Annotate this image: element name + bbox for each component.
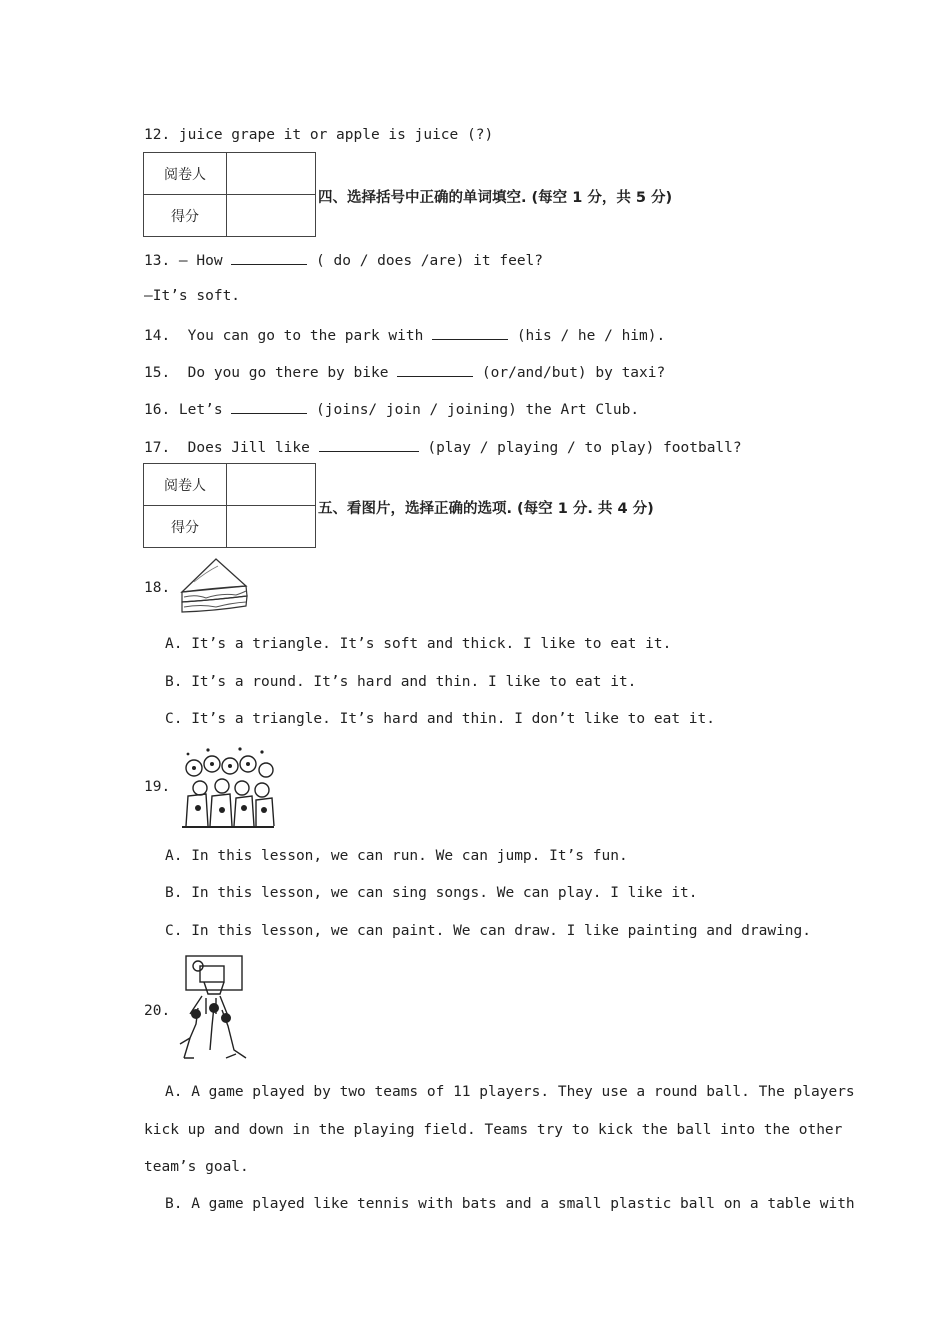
score-table-section4 <box>143 152 316 237</box>
question-13-response: —It’s soft. <box>144 288 241 304</box>
answer-blank[interactable] <box>319 437 419 452</box>
q18-option-c: C. It’s a triangle. It’s hard and thin. I don’t like to eat it. <box>165 711 715 727</box>
score-table-section5 <box>143 463 316 548</box>
q19-option-a: A. In this lesson, we can run. We can jump. It’s fun. <box>165 848 628 864</box>
answer-blank[interactable] <box>231 250 307 265</box>
question-17: 17. Does Jill like (play / playing / to play) football? <box>144 437 742 457</box>
q20-option-a-line2: kick up and down in the playing field. Teams try to kick the ball into the other <box>144 1122 843 1138</box>
section-5-title: 五、看图片，选择正确的选项. (每空 1 分. 共 4 分) <box>318 501 654 517</box>
q20-option-a-line1: A. A game played by two teams of 11 players. They use a round ball. The players <box>165 1084 855 1100</box>
q20-option-b: B. A game played like tennis with bats and a small plastic ball on a table with <box>165 1196 855 1212</box>
sandwich-image <box>176 556 252 622</box>
score-label: 得分 <box>144 195 227 237</box>
q19-option-b: B. In this lesson, we can sing songs. We can play. I like it. <box>165 885 698 901</box>
question-12: 12. juice grape it or apple is juice (?) <box>144 127 494 143</box>
score-cell <box>227 506 316 548</box>
answer-blank[interactable] <box>231 399 307 414</box>
question-18-number: 18. <box>144 580 171 596</box>
q18-option-b: B. It’s a round. It’s hard and thin. I like to eat it. <box>165 674 637 690</box>
singing-children-image <box>178 746 278 830</box>
question-19-number: 19. <box>144 779 171 795</box>
reviewer-label: 阅卷人 <box>144 153 227 195</box>
reviewer-label: 阅卷人 <box>144 464 227 506</box>
answer-blank[interactable] <box>432 325 508 340</box>
q19-option-c: C. In this lesson, we can paint. We can draw. I like painting and drawing. <box>165 923 812 939</box>
section-4-title: 四、选择括号中正确的单词填空. (每空 1 分，共 5 分) <box>318 190 673 206</box>
basketball-image <box>176 954 252 1066</box>
question-20-number: 20. <box>144 1003 171 1019</box>
q18-option-a: A. It’s a triangle. It’s soft and thick. I like to eat it. <box>165 636 672 652</box>
score-cell <box>227 195 316 237</box>
question-15: 15. Do you go there by bike (or/and/but) by taxi? <box>144 362 665 382</box>
question-14: 14. You can go to the park with (his / he / him). <box>144 325 665 345</box>
question-13: 13. — How ( do / does /are) it feel? <box>144 250 543 270</box>
question-16: 16. Let’s (joins/ join / joining) the Art Club. <box>144 399 639 419</box>
q20-option-a-line3: team’s goal. <box>144 1159 249 1175</box>
score-label: 得分 <box>144 506 227 548</box>
reviewer-cell <box>227 153 316 195</box>
answer-blank[interactable] <box>397 362 473 377</box>
reviewer-cell <box>227 464 316 506</box>
